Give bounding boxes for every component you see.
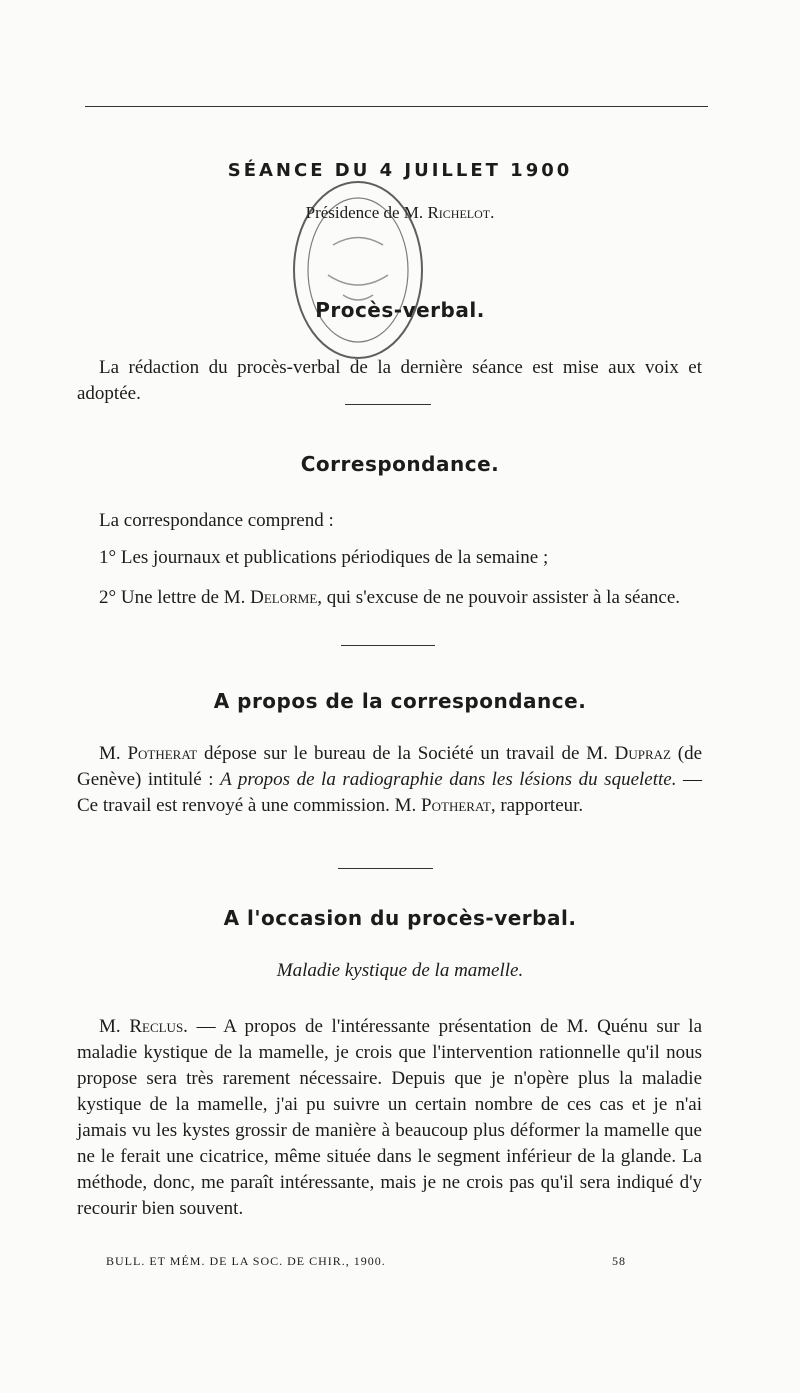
top-rule xyxy=(85,106,708,107)
a-propos-text3: — Ce travail est renvoyé à une commission. M. xyxy=(77,769,703,816)
a-propos-text xyxy=(77,741,702,819)
correspondance-item-1: 1° Les journaux et publications périodiques de la semaine ; xyxy=(99,547,549,568)
potherat-name-2: Potherat xyxy=(421,795,491,816)
page-footer xyxy=(106,1254,626,1269)
presidence-prefix: Présidence de M. xyxy=(305,203,424,222)
section-divider xyxy=(338,868,433,869)
proces-verbal-title: Procès-verbal. xyxy=(315,298,485,322)
section-divider xyxy=(345,404,431,405)
a-propos-text4: , rapporteur. xyxy=(490,795,584,816)
page-number: 58 xyxy=(612,1254,626,1268)
delorme-name: Delorme xyxy=(250,587,318,608)
occasion-title: A l'occasion du procès-verbal. xyxy=(223,906,577,930)
occasion-body-text: . — A propos de l'intéressante présentation de M. Quénu sur la maladie kystique de la mamelle, je crois que l'intervention rationnelle qu'il nous propose sera très rarement nécessaire. Depuis que je n'opère plus la maladie kystique de la mamelle, j'ai pu suivre un certain nombre de ces cas et je n'ai jamais vu les kystes grossir de manière à beaucoup plus déformer la mamelle que ne le ferait une cicatrice, même située dans le segment inférieur de la glande. La méthode, donc, me paraît intéressante, mais je ne crois pas qu'il sera indiqué d'y recourir bien souvent. xyxy=(77,1016,702,1219)
library-stamp xyxy=(288,175,428,375)
occasion-body xyxy=(77,1014,702,1222)
seance-title: SÉANCE DU 4 JUILLET 1900 xyxy=(227,160,573,181)
journal-reference: BULL. ET MÉM. DE LA SOC. DE CHIR., 1900. xyxy=(106,1254,386,1268)
reclus-name: Reclus xyxy=(129,1016,184,1037)
correspondance-title: Correspondance. xyxy=(300,452,500,476)
potherat-name: Potherat xyxy=(127,743,198,764)
a-propos-title: A propos de la correspondance. xyxy=(213,689,587,713)
section-divider xyxy=(341,645,435,646)
dupraz-name: Dupraz xyxy=(614,743,671,764)
president-name: Richelot. xyxy=(427,203,495,222)
occasion-m: M. xyxy=(99,1016,121,1037)
item2-suffix: , qui s'excuse de ne pouvoir assister à la séance. xyxy=(317,587,680,608)
correspondance-item-2 xyxy=(77,585,702,611)
work-title: A propos de la radiographie dans les lésions du squelette. xyxy=(220,769,677,790)
a-propos-text1: dépose sur le bureau de la Société un travail de M. xyxy=(197,743,608,764)
a-propos-m1: M. xyxy=(99,743,121,764)
item2-prefix: 2° Une lettre de M. xyxy=(99,587,246,608)
proces-verbal-text: La rédaction du procès-verbal de la dernière séance est mise aux voix et adoptée. xyxy=(77,357,702,404)
correspondance-intro: La correspondance comprend : xyxy=(99,510,334,531)
a-propos-text2: (de Genève) intitulé : xyxy=(77,743,703,790)
occasion-subtitle: Maladie kystique de la mamelle. xyxy=(276,960,524,981)
